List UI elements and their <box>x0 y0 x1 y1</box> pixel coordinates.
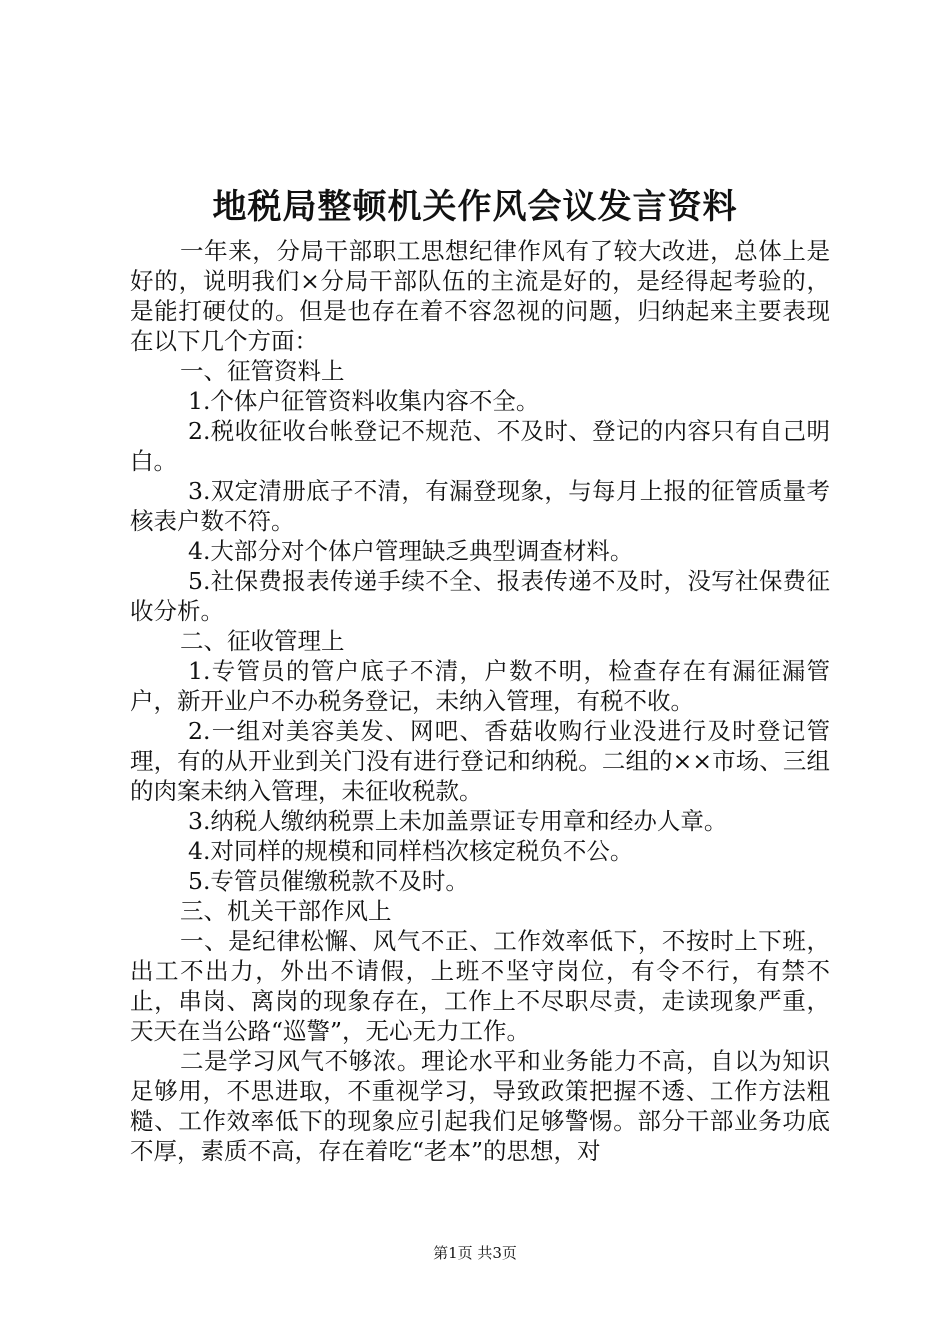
list-item: 5.专管员催缴税款不及时。 <box>188 867 469 895</box>
list-item: 4.大部分对个体户管理缺乏典型调查材料。 <box>188 537 634 565</box>
list-item: 3.双定清册底子不清，有漏登现象，与每月上报的征管质量考核表户数不符。 <box>130 477 830 535</box>
section-heading: 三、机关干部作风上 <box>180 897 392 925</box>
list-item: 3.纳税人缴纳税票上未加盖票证专用章和经办人章。 <box>188 807 728 835</box>
list-item: 1.个体户征管资料收集内容不全。 <box>188 387 540 415</box>
list-item: 2.税收征收台帐登记不规范、不及时、登记的内容只有自己明白。 <box>130 417 830 475</box>
list-item: 1.专管员的管户底子不清，户数不明，检查存在有漏征漏管户，新开业户不办税务登记，未纳入管理，有税不收。 <box>130 657 830 715</box>
list-item: 5.社保费报表传递手续不全、报表传递不及时，没写社保费征收分析。 <box>130 567 830 625</box>
paragraph: 一年来，分局干部职工思想纪律作风有了较大改进，总体上是好的，说明我们×分局干部队伍的主流是好的，是经得起考验的，是能打硬仗的。但是也存在着不容忽视的问题，归纳起来主要表现在以下几个方面： <box>130 237 830 355</box>
list-item: 4.对同样的规模和同样档次核定税负不公。 <box>188 837 634 865</box>
page-footer: 第1页 共3页 <box>433 1244 517 1262</box>
paragraph: 二是学习风气不够浓。理论水平和业务能力不高，自以为知识足够用，不思进取，不重视学习，导致政策把握不透、工作方法粗糙、工作效率低下的现象应引起我们足够警惕。部分干部业务功底不厚，素质不高，存在着吃“老本”的思想，对 <box>130 1047 830 1165</box>
document-body <box>130 236 830 1166</box>
paragraph: 一、是纪律松懈、风气不正、工作效率低下，不按时上下班，出工不出力，外出不请假，上班不坚守岗位，有令不行，有禁不止，串岗、离岗的现象存在，工作上不尽职尽责，走读现象严重，天天在当公路“巡警”，无心无力工作。 <box>130 927 830 1045</box>
list-item: 2.一组对美容美发、网吧、香菇收购行业没进行及时登记管理，有的从开业到关门没有进行登记和纳税。二组的××市场、三组的肉案未纳入管理，未征收税款。 <box>130 717 830 805</box>
section-heading: 二、征收管理上 <box>180 627 345 655</box>
section-heading: 一、征管资料上 <box>180 357 345 385</box>
document-title: 地税局整顿机关作风会议发言资料 <box>212 187 738 227</box>
